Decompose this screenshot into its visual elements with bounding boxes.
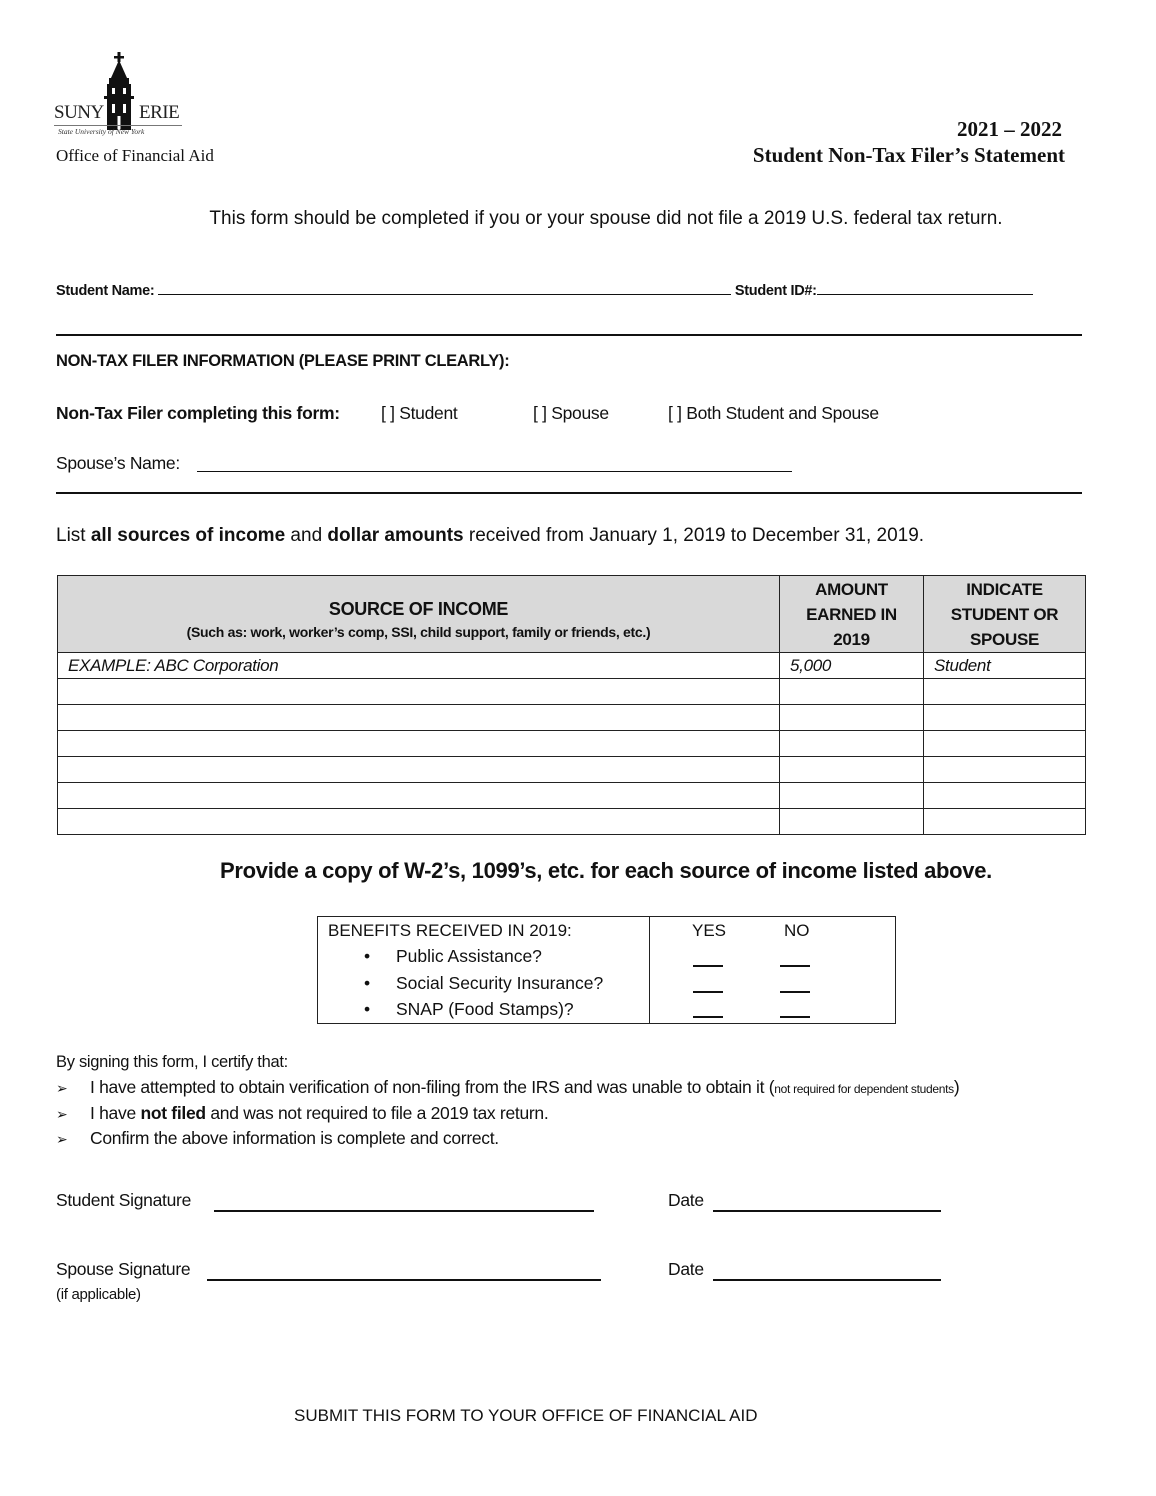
cell-who[interactable]: Student	[924, 653, 1086, 679]
spouse-signature-label: Spouse Signature	[56, 1259, 191, 1279]
header-indicate	[924, 576, 1086, 653]
benefit-label: Public Assistance?	[396, 946, 542, 966]
spouse-signature-field[interactable]	[207, 1279, 601, 1281]
suny-erie-logo	[54, 52, 189, 140]
cell-who[interactable]	[924, 757, 1086, 783]
option-student[interactable]	[381, 403, 457, 424]
office-name: Office of Financial Aid	[56, 146, 214, 165]
cell-source[interactable]: EXAMPLE: ABC Corporation	[58, 653, 780, 679]
student-id-field[interactable]	[817, 282, 1033, 295]
option-spouse[interactable]	[533, 403, 609, 424]
nontax-section-header: NON-TAX FILER INFORMATION (PLEASE PRINT CLEARLY):	[56, 352, 510, 370]
benefit-item-ssi	[364, 973, 603, 994]
income-instruction	[56, 525, 924, 547]
table-row	[58, 653, 1086, 679]
clock-tower-icon	[101, 52, 137, 130]
student-id-label: Student ID#:	[734, 283, 817, 299]
instruction-emphasis: all sources of income	[90, 525, 286, 546]
logo-tagline: State University of New York	[58, 127, 145, 136]
cell-who[interactable]	[924, 705, 1086, 731]
student-name-field[interactable]	[158, 282, 731, 295]
student-date-label: Date	[668, 1190, 704, 1210]
filer-completing-label: Non-Tax Filer completing this form:	[56, 403, 340, 423]
benefit-item-public-assistance	[364, 946, 542, 967]
checkbox-student[interactable]: [ ]	[381, 403, 395, 423]
arrow-bullet-icon: ➢	[56, 1131, 68, 1147]
certify-text: and was not required to file a 2019 tax return.	[205, 1103, 549, 1123]
submit-instruction: SUBMIT THIS FORM TO YOUR OFFICE OF FINANCIAL AID	[294, 1406, 758, 1425]
public-assistance-yes-field[interactable]	[693, 965, 723, 967]
instruction-text: received from January 1, 2019 to December 31, 2019.	[463, 525, 925, 546]
form-year: 2021 – 2022	[957, 117, 1062, 141]
spouse-date-label: Date	[668, 1259, 704, 1279]
cell-who[interactable]	[924, 783, 1086, 809]
certify-item-confirm	[56, 1128, 499, 1149]
income-table-header	[58, 576, 1086, 653]
snap-no-field[interactable]	[780, 1016, 810, 1018]
benefit-label: Social Security Insurance?	[396, 973, 604, 993]
header-source	[58, 576, 780, 653]
option-student-label: Student	[399, 403, 458, 423]
snap-yes-field[interactable]	[693, 1016, 723, 1018]
header-indicate-line: SPOUSE	[969, 629, 1040, 649]
instruction-text: and	[285, 525, 328, 546]
ssi-no-field[interactable]	[780, 991, 810, 993]
instruction-text: List	[56, 525, 91, 546]
if-applicable-note: (if applicable)	[56, 1286, 141, 1303]
table-row	[58, 731, 1086, 757]
certify-item-not-filed	[56, 1103, 548, 1124]
arrow-bullet-icon: ➢	[56, 1080, 68, 1096]
cell-source[interactable]	[58, 705, 780, 731]
header-amount-line: EARNED IN	[806, 604, 897, 624]
student-signature-field[interactable]	[214, 1210, 594, 1212]
logo-suny-text: SUNY	[54, 102, 104, 123]
form-title: Student Non-Tax Filer’s Statement	[752, 143, 1065, 167]
student-signature-label: Student Signature	[56, 1190, 192, 1210]
certify-text: I have attempted to obtain verification of non-filing from the IRS and was unable to obtain it (	[90, 1077, 775, 1097]
header-source-title: SOURCE OF INCOME	[328, 598, 509, 619]
section-divider	[56, 492, 1082, 494]
option-both[interactable]	[668, 403, 879, 424]
table-row	[58, 705, 1086, 731]
income-table	[57, 575, 1086, 835]
intro-text: This form should be completed if you or your spouse did not file a 2019 U.S. federal tax return.	[209, 208, 1003, 229]
student-date-field[interactable]	[713, 1210, 941, 1212]
logo-erie-text: ERIE	[139, 102, 180, 123]
spouse-name-field[interactable]	[197, 471, 792, 472]
option-both-label: Both Student and Spouse	[686, 403, 879, 423]
section-divider	[56, 334, 1082, 336]
instruction-emphasis: dollar amounts	[327, 525, 464, 546]
bullet-icon: •	[364, 973, 371, 993]
benefits-no-header: NO	[784, 921, 810, 940]
table-row	[58, 783, 1086, 809]
cell-amount[interactable]	[780, 705, 924, 731]
certify-text: I have	[90, 1103, 141, 1123]
benefit-label: SNAP (Food Stamps)?	[396, 999, 574, 1019]
table-row	[58, 809, 1086, 835]
certify-text: Confirm the above information is complete and correct.	[90, 1128, 499, 1148]
option-spouse-label: Spouse	[551, 403, 609, 423]
cell-amount[interactable]	[780, 679, 924, 705]
cell-source[interactable]	[58, 679, 780, 705]
checkbox-both[interactable]: [ ]	[668, 403, 682, 423]
certify-note: not required for dependent students	[774, 1082, 954, 1096]
cell-source[interactable]	[58, 783, 780, 809]
student-info-row	[56, 282, 1033, 299]
benefit-item-snap	[364, 999, 574, 1020]
benefits-header: BENEFITS RECEIVED IN 2019:	[328, 921, 572, 940]
ssi-yes-field[interactable]	[693, 991, 723, 993]
cell-who[interactable]	[924, 809, 1086, 835]
cell-who[interactable]	[924, 731, 1086, 757]
table-row	[58, 679, 1086, 705]
provide-documents-note: Provide a copy of W-2’s, 1099’s, etc. for each source of income listed above.	[220, 858, 992, 883]
cell-source[interactable]	[58, 809, 780, 835]
bullet-icon: •	[364, 999, 371, 1019]
header-amount-line: AMOUNT	[815, 579, 888, 599]
table-row	[58, 757, 1086, 783]
cell-amount[interactable]	[780, 757, 924, 783]
header-amount	[780, 576, 924, 653]
filer-options-row	[56, 403, 956, 427]
cell-amount[interactable]	[780, 731, 924, 757]
student-name-label: Student Name:	[56, 283, 155, 299]
header-indicate-line: INDICATE	[966, 579, 1043, 599]
cell-source[interactable]	[58, 757, 780, 783]
cell-amount[interactable]: 5,000	[780, 653, 924, 679]
checkbox-spouse[interactable]: [ ]	[533, 403, 547, 423]
cell-amount[interactable]	[780, 809, 924, 835]
benefits-divider	[649, 917, 650, 1023]
spouse-name-label: Spouse’s Name:	[56, 453, 180, 473]
benefits-yes-header: YES	[692, 921, 727, 940]
header-source-subtitle: (Such as: work, worker’s comp, SSI, child support, family or friends, etc.)	[186, 623, 651, 640]
cell-amount[interactable]	[780, 783, 924, 809]
cell-who[interactable]	[924, 679, 1086, 705]
header-amount-line: 2019	[833, 629, 870, 649]
header-indicate-line: STUDENT OR	[950, 604, 1059, 624]
certify-intro: By signing this form, I certify that:	[56, 1053, 288, 1071]
benefits-box	[317, 916, 896, 1024]
cell-source[interactable]	[58, 731, 780, 757]
certify-emphasis: not filed	[140, 1103, 206, 1123]
logo-divider	[54, 125, 182, 126]
certify-item-irs	[56, 1077, 959, 1098]
spouse-date-field[interactable]	[713, 1279, 941, 1281]
bullet-icon: •	[364, 946, 371, 966]
certify-text: )	[953, 1077, 960, 1097]
arrow-bullet-icon: ➢	[56, 1106, 68, 1122]
public-assistance-no-field[interactable]	[780, 965, 810, 967]
